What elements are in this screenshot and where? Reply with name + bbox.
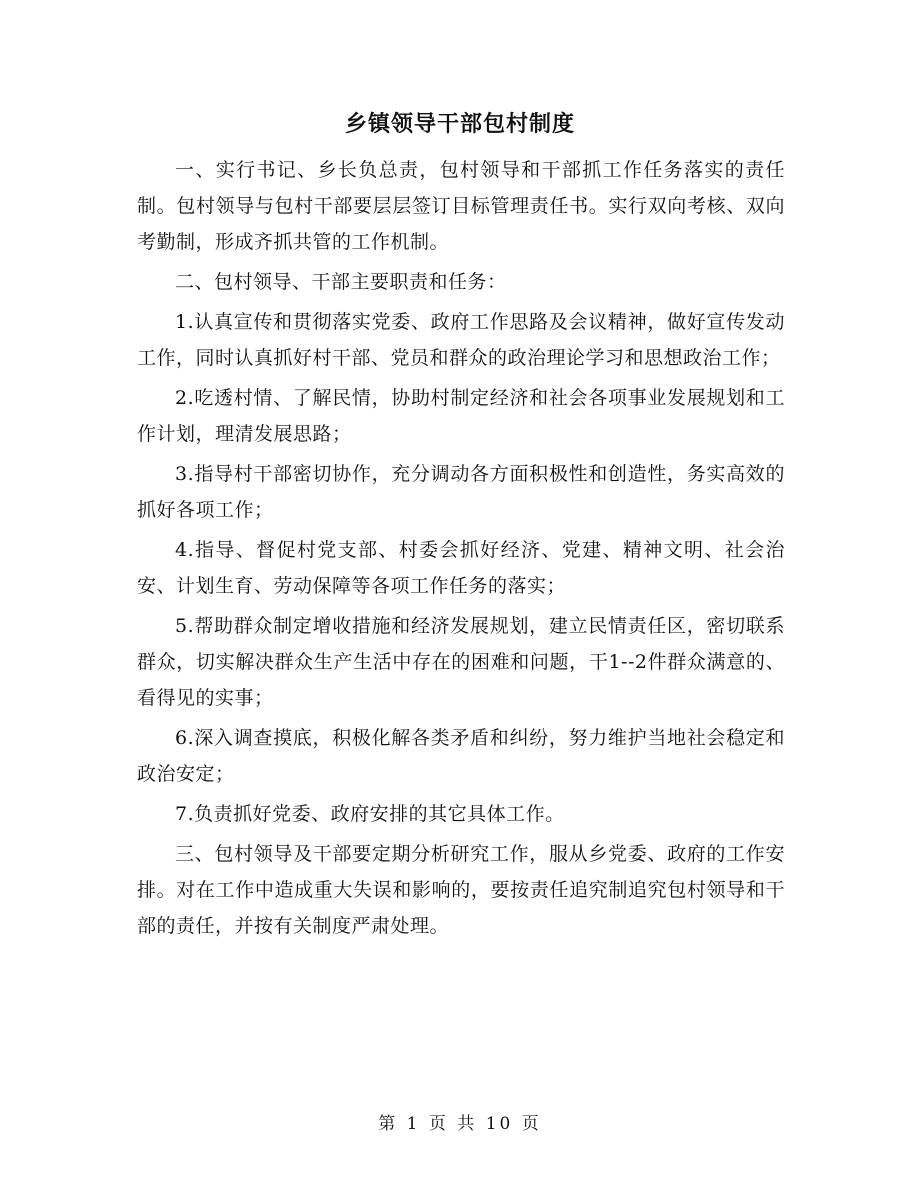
document-body [137, 152, 785, 948]
paragraph-item-7: 7.负责抓好党委、政府安排的其它具体工作。 [175, 803, 565, 825]
paragraph-item-4: 4.指导、督促村党支部、村委会抓好经济、党建、精神文明、社会治安、计划生育、劳动保障等各项工作任务的落实； [137, 539, 785, 597]
paragraph-2: 二、包村领导、干部主要职责和任务： [175, 271, 507, 293]
document-title: 乡镇领导干部包村制度 [344, 111, 575, 137]
paragraph-item-1: 1.认真宣传和贯彻落实党委、政府工作思路及会议精神，做好宣传发动工作，同时认真抓好村干部、党员和群众的政治理论学习和思想政治工作； [137, 311, 785, 369]
paragraph-item-6: 6.深入调查摸底，积极化解各类矛盾和纠纷，努力维护当地社会稳定和政治安定； [137, 727, 785, 785]
paragraph-item-2: 2.吃透村情、了解民情，协助村制定经济和社会各项事业发展规划和工作计划，理清发展思路； [137, 387, 785, 445]
page-footer: 第 1 页 共 10 页 [378, 1114, 542, 1134]
paragraph-item-5: 5.帮助群众制定增收措施和经济发展规划，建立民情责任区，密切联系群众，切实解决群众生产生活中存在的困难和问题，干1--2件群众满意的、看得见的实事； [137, 615, 785, 709]
paragraph-3: 三、包村领导及干部要定期分析研究工作，服从乡党委、政府的工作安排。对在工作中造成重大失误和影响的，要按责任追究制追究包村领导和干部的责任，并按有关制度严肃处理。 [137, 843, 785, 937]
paragraph-1: 一、实行书记、乡长负总责，包村领导和干部抓工作任务落实的责任制。包村领导与包村干部要层层签订目标管理责任书。实行双向考核、双向考勤制，形成齐抓共管的工作机制。 [137, 159, 785, 253]
paragraph-item-3: 3.指导村干部密切协作，充分调动各方面积极性和创造性，务实高效的抓好各项工作； [137, 463, 785, 521]
